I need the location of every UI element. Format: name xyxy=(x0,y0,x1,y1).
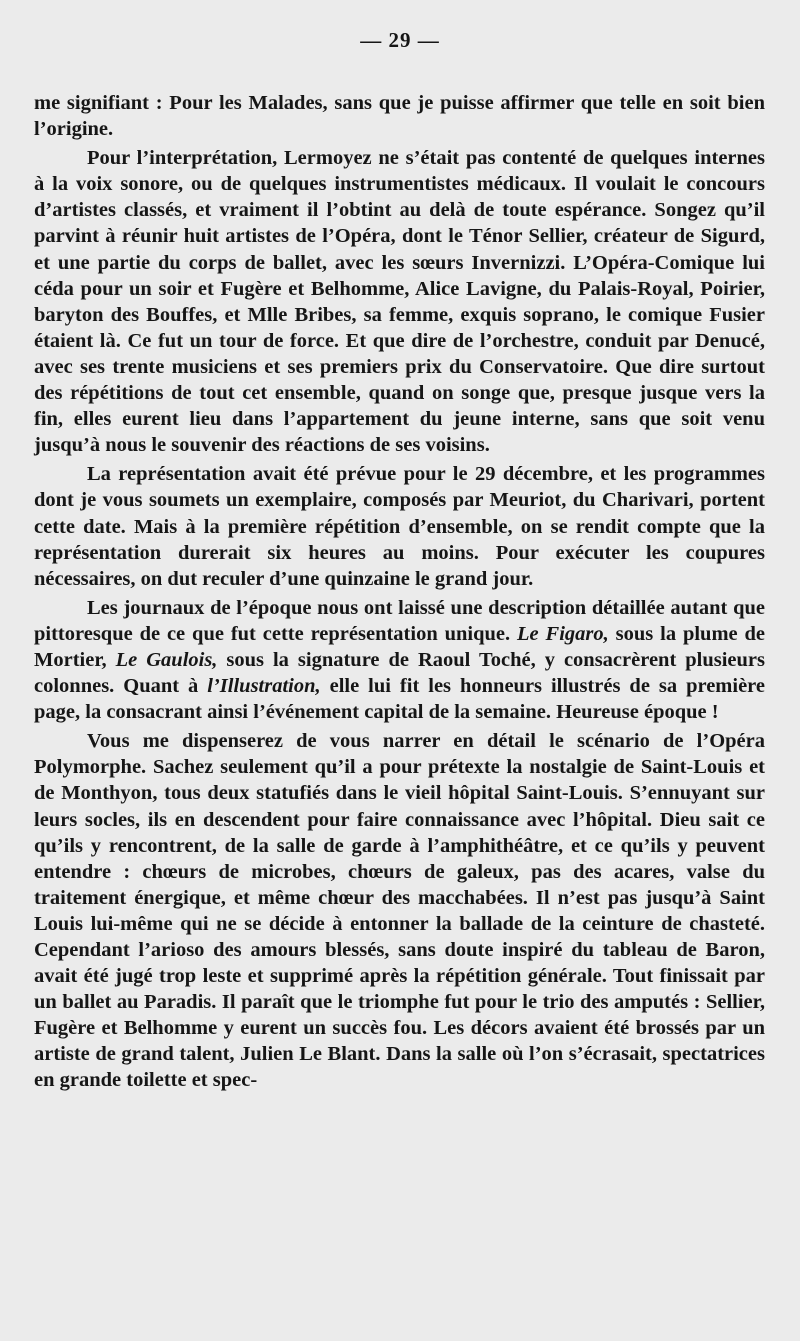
publication-title: Le Figaro, xyxy=(517,622,609,645)
paragraph-2 xyxy=(34,461,765,591)
paragraph-text: Les journaux de l’époque nous ont laissé une description détaillée autant que pittoresque de ce que fut cette représentation unique. xyxy=(34,596,765,645)
publication-title: Le Gaulois, xyxy=(115,648,218,671)
page-number: — 29 — xyxy=(360,28,440,52)
paragraph-text: sous la signature de Raoul Toché, y consacrèrent plusieurs colonnes. Quant à xyxy=(34,648,765,698)
paragraph-text: Vous me dispenserez de vous narrer en détail le scénario de l’Opéra Polymorphe. Sachez seulement qu’il a pour prétexte la nostalgie de Saint-Louis et de Monthyon, tous deux statufiés dans le vieil hôpital Saint-Louis. S’ennuyant sur leurs socles, ils en descendent pour faire connaissance avec l’hôpital. Dieu sait ce qu’ils y rencontrent, de la salle de garde à l’amphithéâtre, et ce qu’ils y peuvent entendre : chœurs de microbes, chœurs de galeux, pas des acares, valse du traitement énergique, et même chœur des macchabées. Il n’est pas jusqu’à Saint Louis lui-même qui ne se décide à entonner la ballade de la ceinture de chasteté. Cependant l’arioso des amours blessés, sans doute inspiré du tableau de Baron, avait été jugé trop leste et supprimé après la répétition générale. Tout finissait par un ballet au Paradis. Il paraît que le triomphe fut pour le trio des amputés : Sellier, Fugère et Belhomme y eurent un succès fou. Les décors avaient été brossés par un artiste de grand talent, Julien Le Blant. Dans la salle où l’on s’écrasait, spectatrices en grande toilette et spec- xyxy=(34,730,765,1092)
paragraph-4 xyxy=(34,728,765,1093)
paragraph-1 xyxy=(34,145,765,458)
paragraph-text: sous la plume de Mortier, xyxy=(34,622,766,671)
paragraph-text: me signifiant : Pour les Malades, sans que je puisse affirmer que telle en soit bien l’origine. xyxy=(34,92,765,141)
paragraph-0 xyxy=(34,90,765,142)
paragraph-text: Pour l’interprétation, Lermoyez ne s’était pas contenté de quelques internes à la voix sonore, ou de quelques instrumentistes médicaux. Il voulait le concours d’artistes classés, et vraiment il l’obtint au delà de toute espérance. Songez qu’il parvint à réunir huit artistes de l’Opéra, dont le Ténor Sellier, créateur de Sigurd, et une partie du corps de ballet, avec les sœurs Invernizzi. L’Opéra-Comique lui céda pour un soir et Fugère et Belhomme, Alice Lavigne, du Palais-Royal, Poirier, baryton des Bouffes, et Mlle Bribes, sa femme, exquis soprano, le comique Fusier étaient là. Ce fut un tour de force. Et que dire de l’orchestre, conduit par Denucé, avec ses trente musiciens et ses premiers prix du Conservatoire. Que dire surtout des répétitions de tout cet ensemble, quand on songe que, presque jusque vers la fin, elles eurent lieu dans l’appartement du jeune interne, sans que soit venu jusqu’à nous le souvenir des réactions de ses voisins. xyxy=(34,147,765,457)
paragraph-text: La représentation avait été prévue pour le 29 décembre, et les programmes dont je vous soumets un exemplaire, composés par Meuriot, du Charivari, portent cette date. Mais à la première répétition d’ensemble, on se rendit compte que la représentation durerait six heures au moins. Pour exécuter les coupures nécessaires, on dut reculer d’une quinzaine le grand jour. xyxy=(34,463,765,590)
paragraph-3 xyxy=(34,595,765,725)
paragraph-text: elle lui fit les honneurs illustrés de sa première page, la consacrant ainsi l’événement capital de la semaine. Heureuse époque ! xyxy=(34,675,766,724)
body-text xyxy=(34,90,765,1097)
publication-title: l’Illustration, xyxy=(207,675,321,698)
